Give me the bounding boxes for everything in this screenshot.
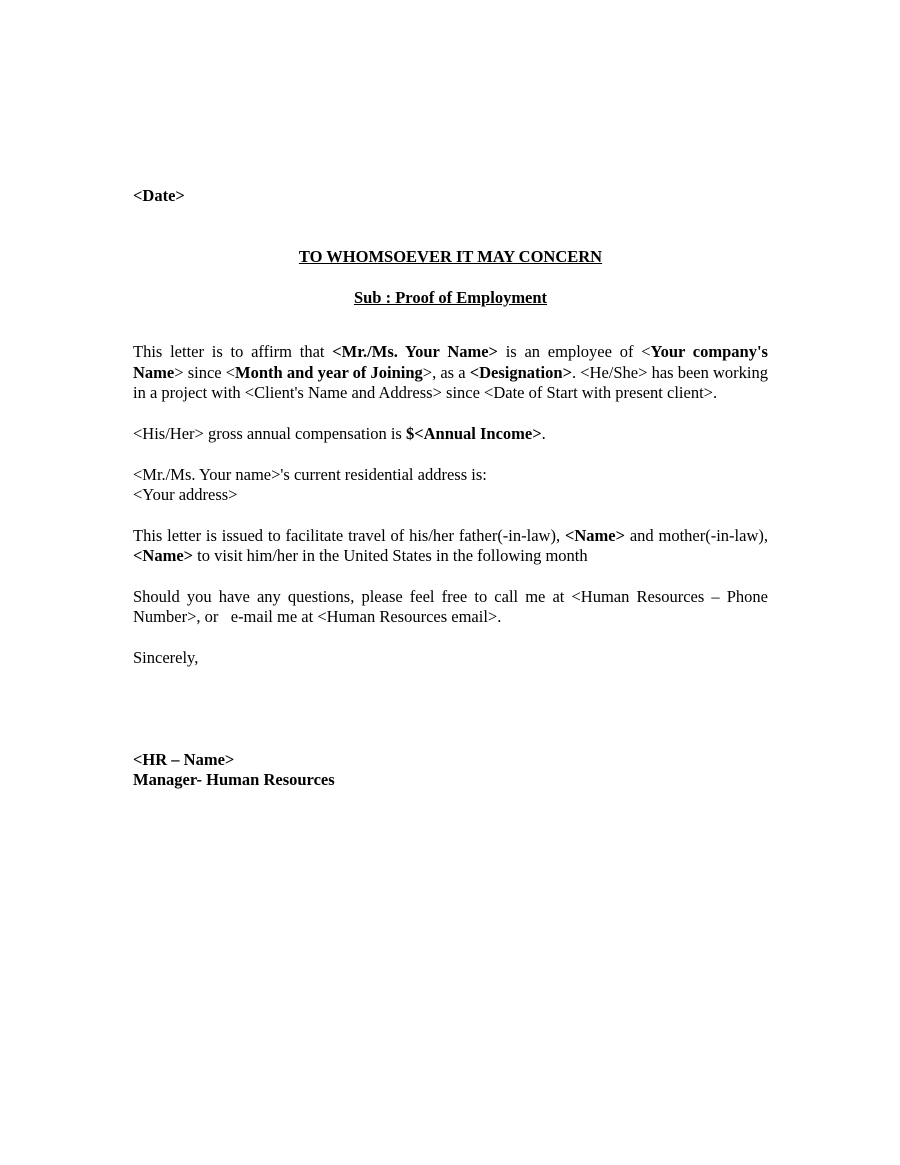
text-run: This letter is to affirm that (133, 342, 333, 362)
letter-title: TO WHOMSOEVER IT MAY CONCERN (298, 247, 603, 267)
text-run: is an employee of < (497, 342, 651, 362)
letter-date: <Date> (133, 186, 185, 205)
text-run: . <He/She> has been working in a project with <Client's Name and Address> since <Date of Start with present client>. (133, 362, 769, 403)
address-intro: <Mr./Ms. Your name>'s current residential address is: (133, 464, 487, 484)
text-run: >, as a (422, 362, 470, 382)
annual-income-placeholder: $<Annual Income> (405, 423, 542, 443)
text-run: . (541, 423, 546, 443)
employee-name-placeholder: <Mr./Ms. Your Name> (332, 342, 498, 362)
closing-salutation: Sincerely, (133, 648, 199, 668)
signature-block (133, 750, 768, 791)
employment-letter (133, 186, 773, 790)
text-run: to visit him/her in the United States in the following month (193, 546, 588, 566)
paragraph-contact: Should you have any questions, please feel free to call me at <Human Resources – Phone Number>, or e-mail me at <Human Resources email>. (133, 587, 773, 627)
joining-date-placeholder: Month and year of Joining (235, 362, 423, 382)
mother-name-placeholder: <Name> (133, 546, 194, 566)
designation-placeholder: <Designation> (469, 362, 572, 382)
paragraph-compensation (133, 424, 768, 444)
paragraph-employment-details (133, 342, 768, 403)
letter-subject: Sub : Proof of Employment (353, 287, 548, 307)
text-run: and mother(-in-law), (624, 525, 768, 545)
signatory-name: <HR – Name> (133, 749, 235, 769)
address-placeholder: <Your address> (133, 485, 238, 505)
paragraph-address (133, 465, 768, 506)
text-run: > since < (174, 362, 236, 382)
text-run: This letter is issued to facilitate travel of his/her father(-in-law), (133, 525, 565, 545)
father-name-placeholder: <Name> (564, 525, 625, 545)
signatory-title: Manager- Human Resources (133, 770, 335, 790)
text-run: <His/Her> gross annual compensation is (133, 423, 406, 443)
paragraph-travel-purpose (133, 526, 768, 567)
company-name-placeholder: Your company's Name (133, 342, 768, 382)
